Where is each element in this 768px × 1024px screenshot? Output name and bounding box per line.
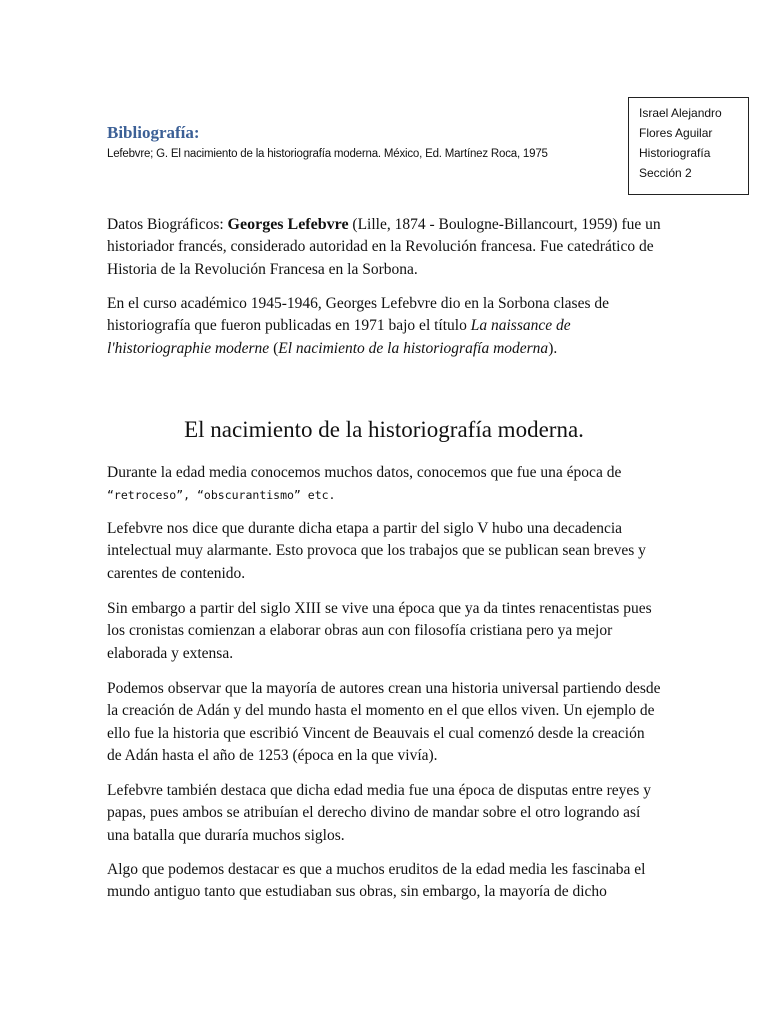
bibliography-heading: Bibliografía:: [107, 123, 200, 142]
course-paragraph: [107, 293, 662, 360]
course-text-end: ).: [548, 339, 558, 357]
biography-text: (Lille, 1874 - Boulogne-Billancourt, 1959) fue un historiador francés, considerado autoridad en la Revolución francesa. Fue catedrático de Historia de la Revolución Francesa en la Sorbona.: [107, 216, 661, 278]
biography-name: Georges Lefebvre: [227, 216, 349, 233]
section-number: Sección 2: [639, 166, 692, 180]
paragraph-6: Algo que podemos destacar es que a muchos eruditos de la edad media les fascinaba el mundo antiguo tanto que estudiaban sus obras, sin embargo, la mayoría de dicho: [107, 861, 646, 901]
bibliography-reference: Lefebvre; G. El nacimiento de la historiografía moderna. México, Ed. Martínez Roca, 1975: [107, 148, 548, 160]
paragraph-1-line-2: “retroceso”, “obscurantismo” etc.: [107, 488, 336, 503]
biography-label: Datos Biográficos:: [107, 216, 228, 233]
author-info-box: [628, 97, 749, 195]
course-name: Historiografía: [639, 146, 711, 160]
section-title: El nacimiento de la historiografía moderna.: [184, 417, 584, 442]
paragraph-1-line-1: Durante la edad media conocemos muchos datos, conocemos que fue una época de: [107, 464, 622, 481]
course-title-french: La naissance de l'historiographie moderne: [107, 317, 571, 357]
author-last-name: Flores Aguilar: [639, 126, 713, 140]
paragraph-3: Sin embargo a partir del siglo XIII se vive una época que ya da tintes renacentistas pues los cronistas comienzan a elaborar obras aun con filosofía cristiana pero ya mejor elaborada y extensa.: [107, 600, 652, 662]
paragraph-2: Lefebvre nos dice que durante dicha etapa a partir del siglo V hubo una decadencia intelectual muy alarmante. Esto provoca que los trabajos que se publican sean breves y carentes de contenido.: [107, 520, 646, 582]
biography-paragraph: [107, 214, 662, 281]
author-first-name: Israel Alejandro: [639, 106, 722, 120]
course-title-spanish: El nacimiento de la historiografía moderna: [278, 339, 549, 357]
paragraph-4: Podemos observar que la mayoría de autores crean una historia universal partiendo desde la creación de Adán y del mundo hasta el momento en el que ellos viven. Un ejemplo de ello fue la historia que escribió Vincent de Beauvais el cual comenzó desde la creación de Adán hasta el año de 1253 (época en la que vivía).: [107, 680, 661, 764]
paragraph-1: [107, 462, 662, 507]
paragraph-5: Lefebvre también destaca que dicha edad media fue una época de disputas entre reyes y papas, pues ambos se atribuían el derecho divino de mandar sobre el otro logrando así una batalla que duraría muchos siglos.: [107, 782, 651, 844]
course-text-mid: (: [269, 339, 279, 357]
course-text-before: En el curso académico 1945-1946, Georges Lefebvre dio en la Sorbona clases de historiografía que fueron publicadas en 1971 bajo el título: [107, 295, 609, 335]
